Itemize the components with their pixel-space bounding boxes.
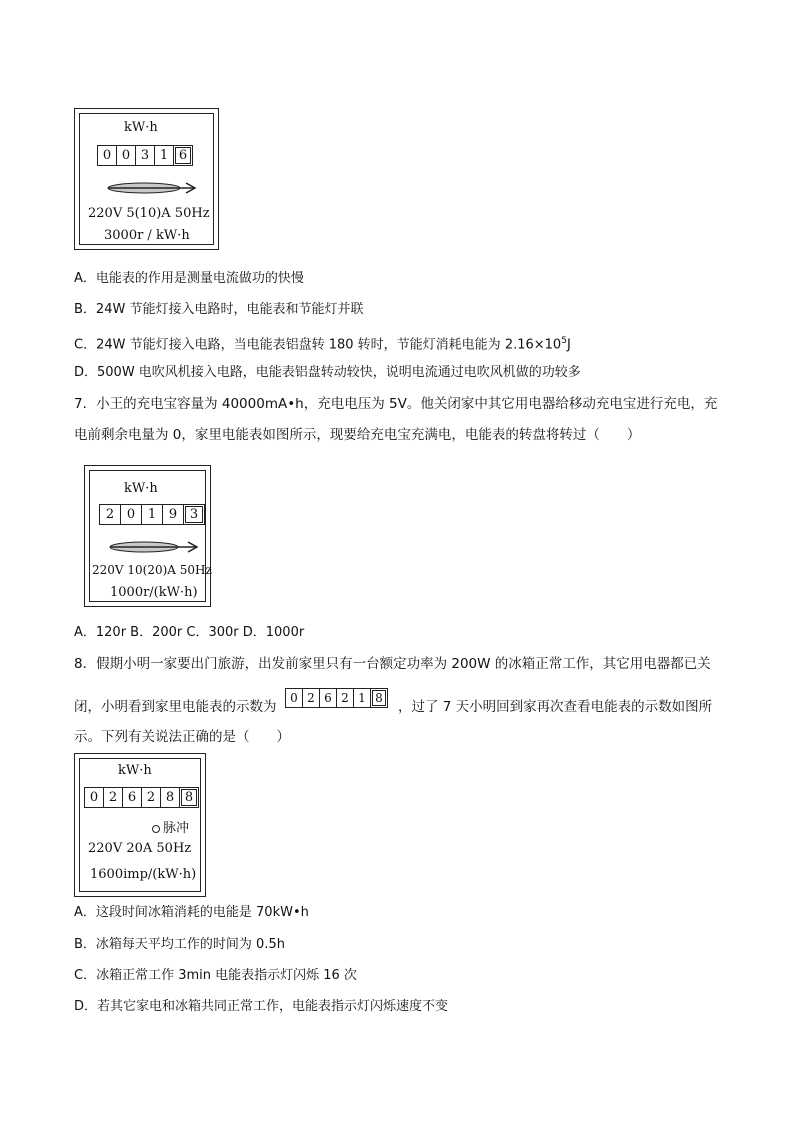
meter-1-constant: 3000r / kW·h xyxy=(104,228,190,243)
meter-3-pulse-label: 脉冲 xyxy=(163,821,190,836)
q8-inline-digit: 2 xyxy=(302,688,320,708)
q8-inline-meter-reading xyxy=(286,688,388,708)
q6-option-c-text: C．24W 节能灯接入电路，当电能表铝盘转 180 转时，节能灯消耗电能为 2.16×10 xyxy=(74,337,562,353)
q8-inline-digit: 2 xyxy=(336,688,354,708)
q8-text-line-2-start: 闭，小明看到家里电能表的示数为 xyxy=(74,699,277,715)
q8-inline-digit: 0 xyxy=(285,688,303,708)
q8-option-a: A．这段时间冰箱消耗的电能是 70kW•h xyxy=(74,905,309,920)
meter-1-digit-decimal: 6 xyxy=(173,145,193,166)
meter-3-unit: kW·h xyxy=(118,763,152,778)
q8-text-line-2-end: ，过了 7 天小明回到家再次查看电能表的示数如图所 xyxy=(398,699,713,715)
meter-2-rating: 220V 10(20)A 50Hz xyxy=(92,563,212,577)
q8-inline-digit: 1 xyxy=(353,688,371,708)
meter-1-digit: 0 xyxy=(97,145,117,166)
meter-1-digit: 3 xyxy=(135,145,155,166)
q8-text-line-1: 8．假期小明一家要出门旅游，出发前家里只有一台额定功率为 200W 的冰箱正常工作，其它用电器都已关 xyxy=(74,656,711,672)
meter-2-digit: 1 xyxy=(141,504,163,525)
q8-option-d: D．若其它家电和冰箱共同正常工作，电能表指示灯闪烁速度不变 xyxy=(74,999,449,1014)
pulse-light-icon xyxy=(152,825,160,833)
meter-2-constant: 1000r/(kW·h) xyxy=(110,585,198,600)
meter-3-digits xyxy=(85,787,199,808)
meter-3-digit: 0 xyxy=(84,787,104,808)
meter-2-digits xyxy=(100,504,205,525)
meter-1-rating: 220V 5(10)A 50Hz xyxy=(88,206,210,221)
meter-1-panel xyxy=(79,113,214,245)
q6-option-a: A．电能表的作用是测量电流做功的快慢 xyxy=(74,271,304,286)
meter-3-digit: 8 xyxy=(160,787,180,808)
meter-2-digit-decimal: 3 xyxy=(183,504,205,525)
meter-3-pulse-indicator xyxy=(152,817,189,836)
meter-2-unit: kW·h xyxy=(124,481,158,496)
q7-options: A．120r B．200r C．300r D．1000r xyxy=(74,625,305,640)
q6-option-d: D．500W 电吹风机接入电路，电能表铝盘转动较快，说明电流通过电吹风机做的功较多 xyxy=(74,365,581,380)
meter-1-digit: 0 xyxy=(116,145,136,166)
electric-meter-3 xyxy=(74,753,206,897)
q8-option-b: B．冰箱每天平均工作的时间为 0.5h xyxy=(74,937,285,952)
q8-text-line-3: 示。下列有关说法正确的是（ ） xyxy=(74,729,290,745)
meter-2-digit: 2 xyxy=(99,504,121,525)
meter-3-digit-decimal: 8 xyxy=(179,787,199,808)
q8-inline-digit-decimal: 8 xyxy=(370,688,388,708)
meter-3-rating: 220V 20A 50Hz xyxy=(88,841,192,856)
electric-meter-1 xyxy=(74,108,219,250)
q8-option-c: C．冰箱正常工作 3min 电能表指示灯闪烁 16 次 xyxy=(74,968,357,983)
q6-option-c xyxy=(74,332,571,354)
disc-arrow-icon xyxy=(102,180,198,196)
meter-2-digit: 0 xyxy=(120,504,142,525)
meter-3-panel xyxy=(79,758,201,892)
q7-text-line-2: 电前剩余电量为 0，家里电能表如图所示，现要给充电宝充满电，电能表的转盘将转过（ ） xyxy=(74,427,641,443)
meter-3-constant: 1600imp/(kW·h) xyxy=(90,867,197,882)
meter-1-digit: 1 xyxy=(154,145,174,166)
q8-inline-digit: 6 xyxy=(319,688,337,708)
q6-option-c-unit: J xyxy=(566,337,571,353)
meter-3-digit: 6 xyxy=(122,787,142,808)
meter-1-unit: kW·h xyxy=(124,120,158,135)
disc-arrow-icon xyxy=(104,539,200,555)
meter-1-digits xyxy=(98,145,193,166)
q7-text-line-1: 7．小王的充电宝容量为 40000mA•h，充电电压为 5V。他关闭家中其它用电器给移动充电宝进行充电，充 xyxy=(74,396,718,412)
meter-2-digit: 9 xyxy=(162,504,184,525)
electric-meter-2 xyxy=(84,465,211,607)
meter-2-panel xyxy=(89,470,212,602)
q6-option-c-exponent: 5 xyxy=(561,336,567,346)
meter-3-digit: 2 xyxy=(141,787,161,808)
q6-option-b: B．24W 节能灯接入电路时，电能表和节能灯并联 xyxy=(74,302,364,317)
meter-3-digit: 2 xyxy=(103,787,123,808)
